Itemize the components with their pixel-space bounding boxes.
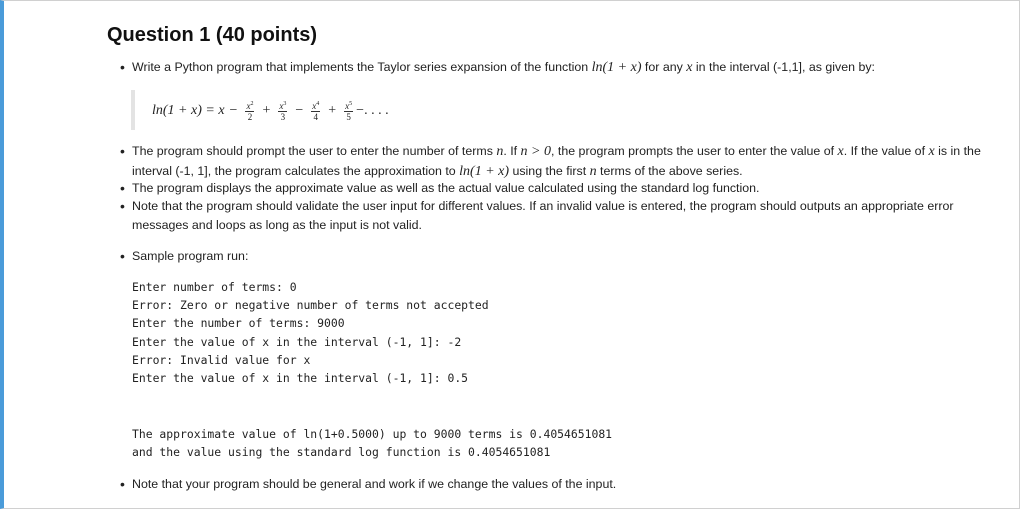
bullet-generality-note: • Note that your program should be general and work if we change the values of the input. <box>132 475 1012 494</box>
function-expression: ln(1 + x) <box>591 60 642 75</box>
result-line: The approximate value of ln(1+0.5000) up to 9000 terms is 0.4054651081 <box>132 427 613 441</box>
bullet-validation: • Note that the program should validate the user input for different values. If an invalid value is entered, the program should outputs an appropriate error messages and loops as long as the input is not valid. <box>132 197 1012 234</box>
formula-term: $\frac{x^3}{3}$ <box>279 101 287 122</box>
formula-lhs: ln(1 + x) = x <box>152 103 225 118</box>
question-title: Question 1 (40 points) <box>107 24 318 46</box>
formula-term: $\frac{x^4}{4}$ <box>312 101 320 122</box>
bullet-task: • Write a Python program that implements the Taylor series expansion of the function ln(1 + x) for any x in the interval (-1,1], as given by: <box>132 58 1012 78</box>
taylor-formula: ln(1 + x) = x − $\frac{x^2}{2}$ + $\frac{x^3}{3}$ − $\frac{x^4}{4}$ + $\frac{x^5}{5}$ −. . . . <box>152 101 389 122</box>
sample-run-line: Enter the value of x in the interval (-1, 1]: 0.5 <box>132 371 469 385</box>
sample-run-line: Enter the number of terms: 9000 <box>132 316 345 330</box>
bullet-prompt-description: • The program should prompt the user to enter the number of terms n. If n > 0, the program prompts the user to enter the value of x. If the value of x is in the interval (-1, 1], the program calculates the approximation to ln(1 + x) using the first n terms of the above series. <box>132 142 1012 181</box>
formula-term: $\frac{x^2}{2}$ <box>246 101 254 122</box>
bullet-sample-run: • Sample program run: <box>132 247 1012 266</box>
formula-tail: −. . . . <box>356 103 389 118</box>
sample-run-line: Error: Invalid value for x <box>132 353 311 367</box>
sample-run-line: Enter the value of x in the interval (-1, 1]: -2 <box>132 335 462 349</box>
sample-run-line: Error: Zero or negative number of terms not accepted <box>132 298 489 312</box>
bullet-display-values: • The program displays the approximate value as well as the actual value calculated using the standard log function. <box>132 179 1012 198</box>
sample-run-line: Enter number of terms: 0 <box>132 280 297 294</box>
formula-quote-bar <box>131 90 135 130</box>
formula-term: $\frac{x^5}{5}$ <box>345 101 353 122</box>
result-line: and the value using the standard log function is 0.4054651081 <box>132 445 551 459</box>
